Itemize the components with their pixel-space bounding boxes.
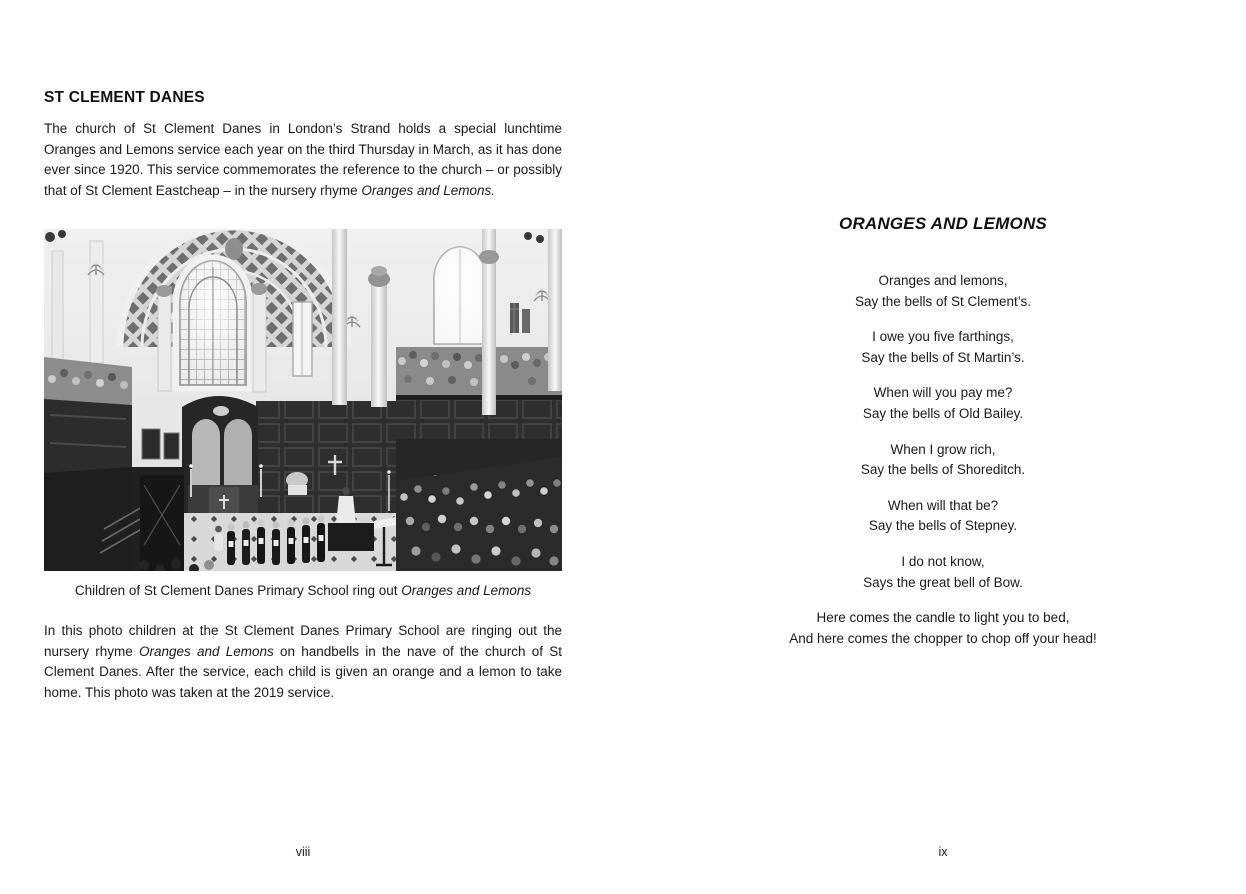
verse-line: And here comes the chopper to chop off your head! bbox=[789, 630, 1097, 646]
body-paragraph bbox=[44, 621, 562, 703]
page-title: ST CLEMENT DANES bbox=[44, 89, 205, 106]
body-text-1: In this photo children at the St Clement Danes Primary School are ringing out the nursery rhyme bbox=[44, 623, 562, 659]
page-number-left: viii bbox=[295, 845, 311, 859]
verse-6 bbox=[643, 552, 1243, 593]
intro-italic: Oranges and Lemons. bbox=[361, 182, 496, 198]
verse-line: Oranges and lemons, bbox=[878, 273, 1008, 288]
photo-caption bbox=[44, 582, 562, 600]
verse-line: Here comes the candle to light you to bed, bbox=[816, 610, 1070, 626]
verse-line: I owe you five farthings, bbox=[872, 329, 1014, 345]
verse-line: Say the bells of Shoreditch. bbox=[860, 462, 1026, 478]
verse-1 bbox=[643, 271, 1243, 312]
caption-italic: Oranges and Lemons bbox=[401, 583, 532, 598]
intro-text: The church of St Clement Danes in London’s Strand holds a special lunchtime Oranges and Lemons service each year on the third Thursday in March, as it has done ever since 1920. This service commemorates the reference to the church – or possibly that of St Clement Eastcheap – in the nursery rhyme bbox=[44, 121, 562, 198]
verse-line: When will you pay me? bbox=[873, 385, 1013, 401]
verse-line: When I grow rich, bbox=[890, 441, 996, 457]
verse-4 bbox=[643, 440, 1243, 481]
verse-line: When will that be? bbox=[887, 497, 999, 513]
verse-line: Say the bells of St Martin’s. bbox=[861, 349, 1025, 365]
verse-line: Say the bells of Old Bailey. bbox=[862, 405, 1024, 421]
poem-title: ORANGES AND LEMONS bbox=[839, 214, 1047, 233]
church-photo-image bbox=[44, 229, 562, 571]
caption-text: Children of St Clement Danes Primary School ring out bbox=[74, 583, 402, 598]
verse-line: Say the bells of St Clement’s. bbox=[854, 293, 1032, 309]
church-photo bbox=[44, 229, 562, 571]
verse-5 bbox=[643, 496, 1243, 537]
verse-2 bbox=[643, 327, 1243, 368]
body-text-2: on handbells in the nave of the church of St Clement Danes. After the service, each child is given an orange and a lemon to take home. This photo was taken at the 2019 service. bbox=[44, 643, 562, 700]
verse-line: Say the bells of Stepney. bbox=[868, 518, 1018, 534]
verse-line: I do not know, bbox=[901, 553, 985, 569]
intro-paragraph bbox=[44, 119, 562, 201]
poem bbox=[643, 271, 1243, 664]
verse-line: Says the great bell of Bow. bbox=[863, 574, 1023, 590]
left-page bbox=[44, 0, 562, 894]
page-number-right: ix bbox=[938, 845, 948, 859]
right-page bbox=[643, 0, 1243, 894]
body-italic: Oranges and Lemons bbox=[138, 643, 274, 659]
church-photo-figure bbox=[44, 229, 562, 600]
verse-7 bbox=[643, 608, 1243, 649]
verse-3 bbox=[643, 383, 1243, 424]
